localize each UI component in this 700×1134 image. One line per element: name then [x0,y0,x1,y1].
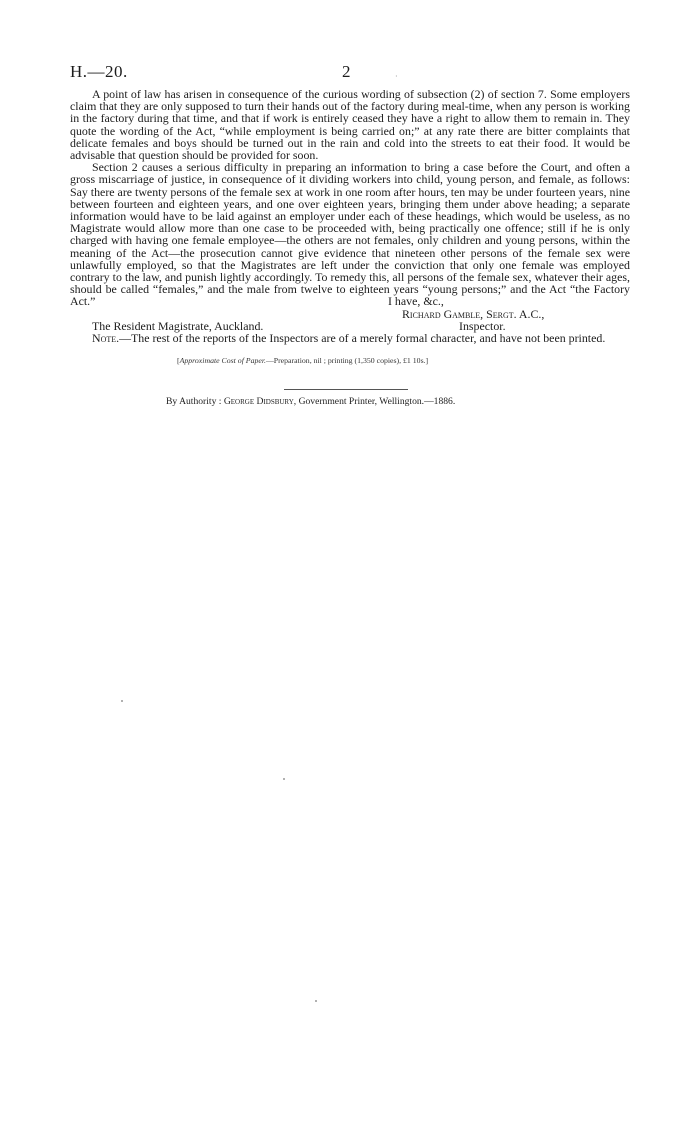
document-reference: H.—20. [70,62,128,81]
signoff-title-row [70,320,630,332]
cost-label: Approximate Cost of Paper. [179,356,266,366]
stray-mark: · [395,72,398,81]
paper-speck [315,1000,317,1002]
note-label: Note. [92,331,120,346]
paragraph-section-2: Section 2 causes a serious difficulty in preparing an information to bring a case before the Court, and often a gross miscarriage of justice, in consequence of it dividing workers into child, young person, and female, as follows: Say there are twenty persons of the female sex at work in one room after hours, ten may be under fourteen years, nine between fourteen and eighteen years, and one over eighteen years, bringing them under above heading; a separate information would have to be laid against an employer under each of these headings, which would be useless, as no Magistrate would allow more than one case to be proceeded with, being practically one offence; still if he is only charged with having one female employee—the others are not females, only children and young persons, within the meaning of the Act—the prosecution cannot give evidence that nineteen other persons of the female sex were unlawfully employed, so that the Magistrates are left under the conviction that only one female was employed contrary to the law, and punish lightly accordingly. To remedy this, all persons of the female sex, whatever their ages, should be called “females,” and the male from twelve to eighteen years “young persons;” and the Act “the Factory Act.” [70,160,630,309]
divider-rule [284,389,408,390]
addressee: The Resident Magistrate, Auckland. [92,318,264,333]
note-paragraph [70,332,630,344]
paragraph-point-of-law: A point of law has arisen in consequence of the curious wording of subsection (2) of section 7. Some employers claim that they are only supposed to turn their hands out of the factory during meal-time, when any person is working in the factory during that time, and that if work is entirely ceased they have a right to allow them to remain in. They quote the wording of the Act, “while employment is being carried on;” at any rate there are bitter complaints that delicate females and boys should be turned out in the rain and cold into the streets to eat their food. It would be advisable that question should be provided for soon. [70,87,630,163]
imprint-prefix: By Authority : [166,396,224,408]
page-header [70,62,630,88]
page-number: 2 [342,62,351,81]
signoff-closing: I have, &c., [388,294,444,309]
document-page [70,62,630,407]
signatory-title: Inspector. [459,318,506,333]
printer-name: George Didsbury [223,396,294,408]
paper-speck [121,700,123,702]
signoff-closing-row [70,295,630,307]
imprint-suffix: , Government Printer, Wellington.—1886. [293,396,456,408]
note-text: —The rest of the reports of the Inspectors are of a merely formal character, and have not been printed. [119,331,606,346]
cost-text: —Preparation, nil ; printing (1,350 copies), £1 10s.] [265,356,429,366]
cost-line: [Approximate Cost of Paper.—Preparation, nil ; printing (1,350 copies), £1 10s.] [177,356,429,366]
signatory-name: Richard Gamble, Sergt. A.C., [402,306,545,321]
paper-speck [283,778,285,780]
printer-imprint [166,396,630,407]
